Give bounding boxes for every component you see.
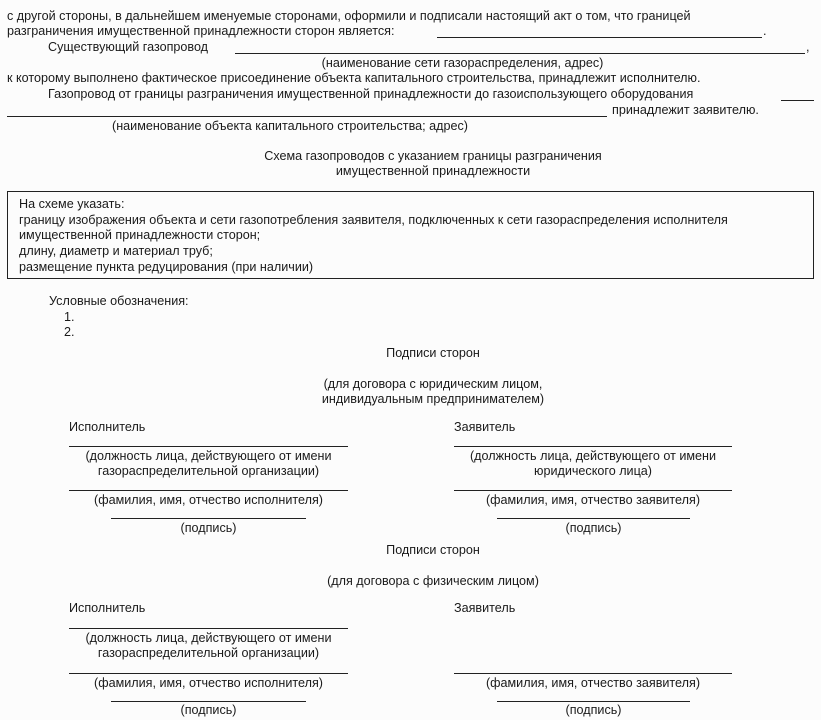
scheme-instructions-box (7, 191, 814, 279)
signatures-individual-sub-1: (для договора с физическим лицом) (327, 574, 539, 588)
legal-executor-position-caption-2: газораспределительной организации) (97, 464, 320, 478)
individual-executor-position-caption-2: газораспределительной организации) (97, 646, 320, 660)
intro-line-2-end: . (763, 24, 767, 38)
individual-applicant-label: Заявитель (454, 601, 516, 615)
object-name-blank-line (7, 116, 607, 117)
signatures-legal-heading: Подписи сторон (386, 346, 480, 360)
legal-applicant-name-caption: (фамилия, имя, отчество заявителя) (485, 493, 701, 507)
intro-line-4: к которому выполнено фактическое присоединение объекта капитального строительства, принадлежит исполнителю. (7, 71, 701, 85)
individual-applicant-sign-caption: (подпись) (565, 703, 622, 717)
legal-executor-sign-line (111, 518, 306, 519)
intro-line-6-end: принадлежит заявителю. (612, 103, 759, 117)
individual-executor-sign-line (111, 701, 306, 702)
signatures-legal-sub-2: индивидуальным предпринимателем) (321, 392, 545, 406)
individual-applicant-name-line (454, 673, 732, 674)
legal-applicant-name-line (454, 490, 732, 491)
boundary-blank-line (437, 37, 762, 38)
legend-item-2: 2. (64, 325, 75, 339)
intro-line-3-end: , (806, 40, 810, 54)
legal-applicant-position-caption-2: юридического лица) (534, 464, 652, 478)
individual-executor-label: Исполнитель (69, 601, 146, 615)
legal-executor-name-line (69, 490, 348, 491)
intro-line-2: разграничения имущественной принадлежности сторон является: (7, 24, 395, 38)
legal-applicant-sign-caption: (подпись) (565, 521, 622, 535)
box-line-3: имущественной принадлежности сторон; (19, 228, 261, 242)
legal-applicant-position-line (454, 446, 732, 447)
box-line-5: размещение пункта редуцирования (при наличии) (19, 260, 314, 274)
legal-applicant-position-caption-1: (должность лица, действующего от имени (469, 449, 717, 463)
legal-executor-label: Исполнитель (69, 420, 146, 434)
intro-line-1: с другой стороны, в дальнейшем именуемые сторонами, оформили и подписали настоящий акт о том, что границей (7, 9, 691, 23)
legal-executor-name-caption: (фамилия, имя, отчество исполнителя) (94, 493, 323, 507)
box-line-2: границу изображения объекта и сети газопотребления заявителя, подключенных к сети газораспределения исполнителя (19, 213, 728, 227)
individual-executor-sign-caption: (подпись) (180, 703, 237, 717)
individual-executor-position-line (69, 628, 348, 629)
individual-applicant-name-caption: (фамилия, имя, отчество заявителя) (485, 676, 701, 690)
network-name-blank-line (235, 53, 805, 54)
scheme-title-line-2: имущественной принадлежности (335, 164, 531, 178)
legal-applicant-sign-line (497, 518, 690, 519)
legend-item-1: 1. (64, 310, 75, 324)
individual-applicant-sign-line (497, 701, 690, 702)
caption-network-name: (наименование сети газораспределения, адрес) (321, 56, 604, 70)
individual-executor-name-line (69, 673, 348, 674)
individual-executor-name-caption: (фамилия, имя, отчество исполнителя) (94, 676, 323, 690)
legal-executor-sign-caption: (подпись) (180, 521, 237, 535)
existing-pipeline-label: Существующий газопровод (48, 40, 209, 54)
signatures-individual-heading: Подписи сторон (386, 543, 480, 557)
legend-title: Условные обозначения: (49, 294, 189, 308)
individual-executor-position-caption-1: (должность лица, действующего от имени (85, 631, 332, 645)
legal-applicant-label: Заявитель (454, 420, 516, 434)
scheme-title-line-1: Схема газопроводов с указанием границы разграничения (264, 149, 602, 163)
caption-object-name: (наименование объекта капитального строительства; адрес) (112, 119, 468, 133)
legal-executor-position-line (69, 446, 348, 447)
equipment-blank-line-end (781, 100, 814, 101)
signatures-legal-sub-1: (для договора с юридическим лицом, (323, 377, 543, 391)
legal-executor-position-caption-1: (должность лица, действующего от имени (85, 449, 332, 463)
intro-line-5: Газопровод от границы разграничения имущественной принадлежности до газоиспользующего оборудования (48, 87, 694, 101)
box-line-4: длину, диаметр и материал труб; (19, 244, 213, 258)
box-line-1: На схеме указать: (19, 197, 125, 211)
